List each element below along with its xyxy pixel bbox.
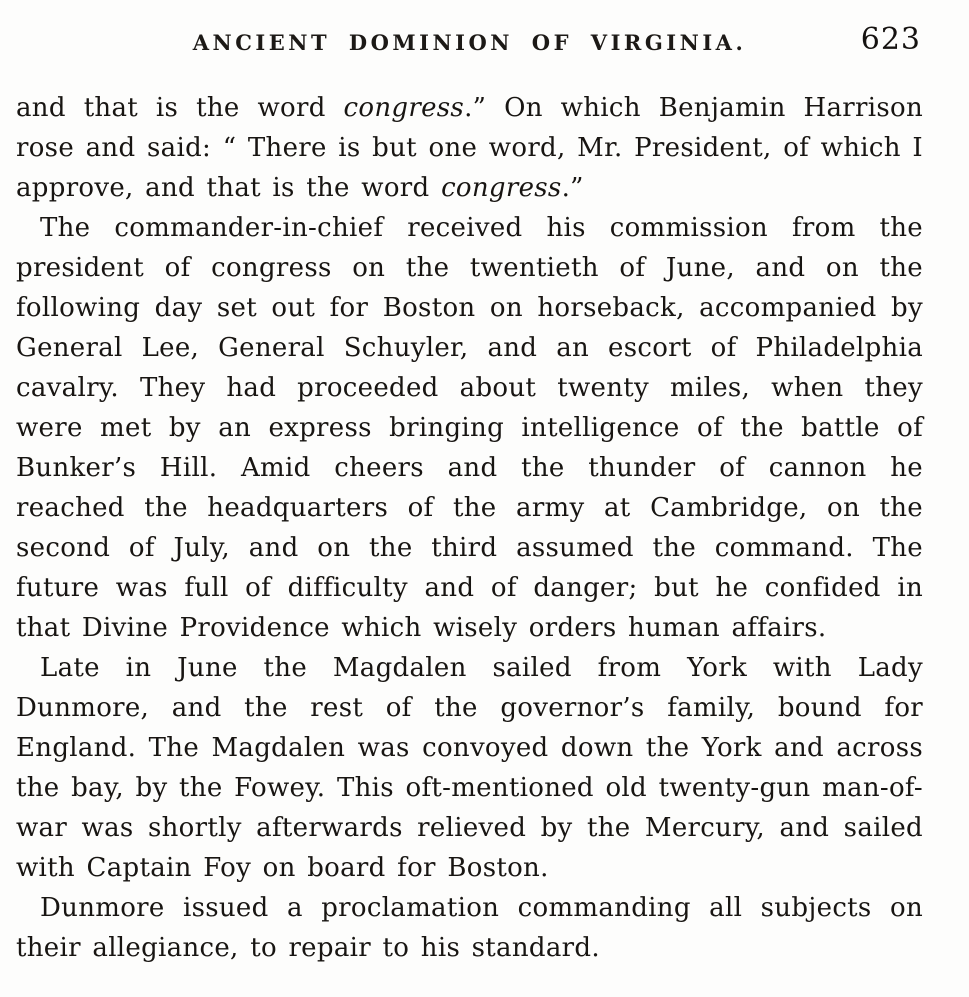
running-title: ANCIENT DOMINION OF VIRGINIA. (192, 30, 747, 55)
paragraph (16, 88, 923, 208)
paragraph (16, 208, 923, 648)
italic-text-run: congress (343, 93, 465, 123)
paragraph (16, 888, 923, 968)
text-run: The commander-in-chief received his commission from the president of congress on the twentieth of June, and on the following day set out for Boston on horseback, accompanied by General Lee, General Schuyler, and an escort of Philadelphia cavalry. They had proceeded about twenty miles, when they were met by an express bringing intelligence of the battle of Bunker’s Hill. Amid cheers and the thunder of cannon he reached the headquarters of the army at Cambridge, on the second of July, and on the third assumed the command. The future was full of difficulty and of danger; but he confided in that Divine Providence which wisely orders human affairs. (16, 213, 923, 643)
text-run: Late in June the Magdalen sailed from York with Lady Dunmore, and the rest of the governor’s family, bound for England. The Magdalen was convoyed down the York and across the bay, by the Fowey. This oft-mentioned old twenty-gun man-of-war was shortly afterwards relieved by the Mercury, and sailed with Captain Foy on board for Boston. (16, 653, 923, 883)
text-run: and that is the word (16, 93, 344, 123)
text-run: .” On which Benjamin Harrison rose and said: “ There is but one word, Mr. President, of which I approve, and that is the word (16, 93, 923, 203)
italic-text-run: congress (441, 173, 562, 203)
paragraph (16, 648, 923, 888)
page-header (16, 22, 923, 70)
text-run: Dunmore issued a proclamation commanding all subjects on their allegiance, to repair to his standard. (16, 893, 923, 963)
page-number: 623 (860, 22, 921, 57)
text-run: .” (561, 173, 584, 203)
page-body (16, 88, 923, 968)
